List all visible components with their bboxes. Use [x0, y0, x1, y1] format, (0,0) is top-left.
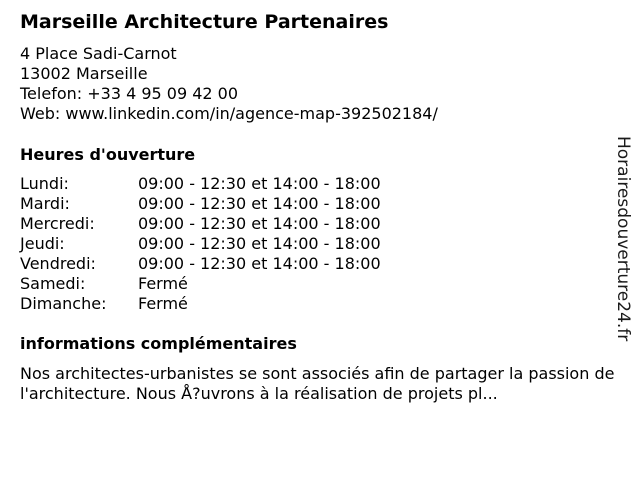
hours-day: Mardi: — [20, 194, 70, 213]
hours-time: 09:00 - 12:30 et 14:00 - 18:00 — [138, 254, 381, 273]
address-street: 4 Place Sadi-Carnot — [20, 44, 177, 63]
hours-day: Mercredi: — [20, 214, 95, 233]
hours-time: 09:00 - 12:30 et 14:00 - 18:00 — [138, 174, 381, 193]
hours-time: 09:00 - 12:30 et 14:00 - 18:00 — [138, 214, 381, 233]
hours-row-sunday — [20, 294, 440, 314]
hours-day: Samedi: — [20, 274, 86, 293]
hours-row-monday — [20, 174, 440, 194]
hours-row-friday — [20, 254, 440, 274]
hours-day: Lundi: — [20, 174, 69, 193]
web-text: Web: www.linkedin.com/in/agence-map-392502184/ — [20, 104, 438, 123]
business-name: Marseille Architecture Partenaires — [20, 11, 389, 33]
contact-block — [20, 44, 438, 124]
hours-day: Dimanche: — [20, 294, 107, 313]
hours-row-saturday — [20, 274, 440, 294]
hours-table — [20, 174, 440, 314]
hours-day: Vendredi: — [20, 254, 96, 273]
phone-text: Telefon: +33 4 95 09 42 00 — [20, 84, 239, 103]
hours-time: Fermé — [138, 274, 188, 293]
hours-row-wednesday — [20, 214, 440, 234]
hours-time: 09:00 - 12:30 et 14:00 - 18:00 — [138, 194, 381, 213]
site-watermark: Horairesdouverture24.fr — [613, 136, 633, 342]
hours-heading: Heures d'ouverture — [20, 145, 196, 164]
description-text: Nos architectes-urbanistes se sont associés afin de partager la passion de l'architecture. Nous Å?uvrons à la réalisation de projets pl... — [20, 364, 615, 403]
hours-row-tuesday — [20, 194, 440, 214]
info-heading: informations complémentaires — [20, 334, 297, 353]
hours-time: 09:00 - 12:30 et 14:00 - 18:00 — [138, 234, 381, 253]
hours-day: Jeudi: — [20, 234, 65, 253]
hours-row-thursday — [20, 234, 440, 254]
hours-time: Fermé — [138, 294, 188, 313]
address-city: 13002 Marseille — [20, 64, 148, 83]
